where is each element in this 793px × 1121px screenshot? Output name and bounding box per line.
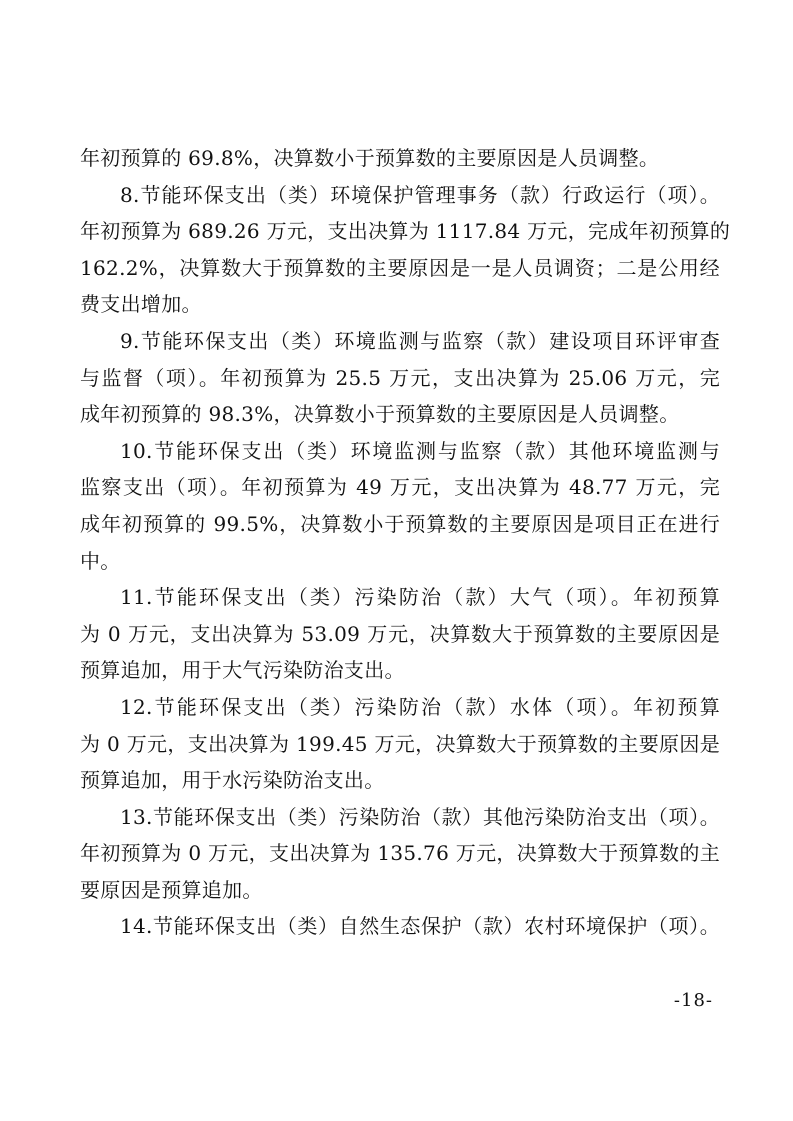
body-text-line: 年初预算的 69.8%，决算数小于预算数的主要原因是人员调整。 <box>80 146 660 170</box>
body-text-line: 162.2%，决算数大于预算数的主要原因是一是人员调资；二是公用经 <box>80 255 720 280</box>
body-text-line: 10.节能环保支出（类）环境监测与监察（款）其他环境监测与 <box>120 438 720 463</box>
body-text-line: 9.节能环保支出（类）环境监测与监察（款）建设项目环评审查 <box>120 328 720 353</box>
document-body <box>80 140 731 945</box>
body-text-line: 成年初预算的 99.5%，决算数小于预算数的主要原因是项目正在进行 <box>80 511 720 536</box>
body-text-line: 要原因是预算追加。 <box>80 877 263 902</box>
page-number: -18- <box>673 990 713 1011</box>
body-text-line: 14.节能环保支出（类）自然生态保护（款）农村环境保护（项）。 <box>120 914 720 939</box>
body-text-line: 费支出增加。 <box>80 292 202 317</box>
body-text-line: 监察支出（项）。年初预算为 49 万元，支出决算为 48.77 万元，完 <box>80 475 720 500</box>
body-text-line: 年初预算为 0 万元，支出决算为 135.76 万元，决算数大于预算数的主 <box>80 841 720 866</box>
body-text-line: 为 0 万元，支出决算为 199.45 万元，决算数大于预算数的主要原因是 <box>80 731 720 756</box>
body-text-line: 预算追加，用于水污染防治支出。 <box>80 768 385 793</box>
body-text-line: 预算追加，用于大气污染防治支出。 <box>80 658 405 683</box>
body-text-line: 13.节能环保支出（类）污染防治（款）其他污染防治支出（项）。 <box>120 804 720 829</box>
body-text-line: 与监督（项）。年初预算为 25.5 万元，支出决算为 25.06 万元，完 <box>80 365 720 390</box>
body-text-line: 成年初预算的 98.3%，决算数小于预算数的主要原因是人员调整。 <box>80 402 680 427</box>
body-text-line: 12.节能环保支出（类）污染防治（款）水体（项）。年初预算 <box>120 694 720 719</box>
body-text-line: 为 0 万元，支出决算为 53.09 万元，决算数大于预算数的主要原因是 <box>80 621 720 646</box>
body-text-line: 8.节能环保支出（类）环境保护管理事务（款）行政运行（项）。 <box>120 182 720 207</box>
body-text-line: 年初预算为 689.26 万元，支出决算为 1117.84 万元，完成年初预算的 <box>80 219 731 244</box>
body-text-line: 11.节能环保支出（类）污染防治（款）大气（项）。年初预算 <box>120 585 720 610</box>
body-text-line: 中。 <box>80 548 121 573</box>
